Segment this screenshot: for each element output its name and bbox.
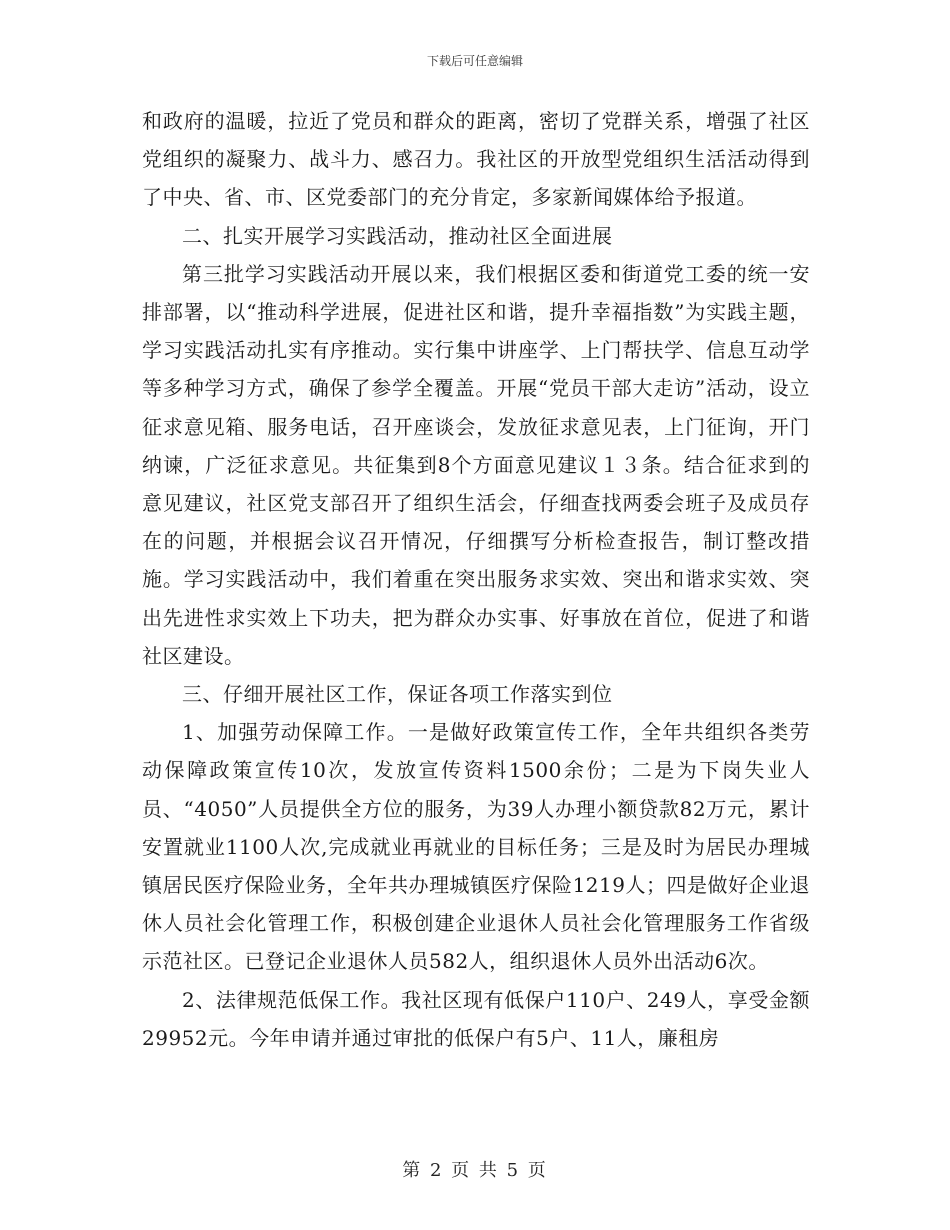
section-heading-2: 二、扎实开展学习实践活动，推动社区全面进展 [182, 223, 613, 248]
page-header: 下载后可任意编辑 [426, 54, 523, 68]
paragraph-low-income: 2、法律规范低保工作。我社区现有低保户110户、249人，享受金额29952元。今年申请并通过审批的低保户有5户、11人，廉租房 [142, 987, 810, 1050]
paragraph-labor-security: 1、加强劳动保障工作。一是做好政策宣传工作，全年共组织各类劳动保障政策宣传10次，发放宣传资料1500余份；二是为下岗失业人员、“4050”人员提供全方位的服务，为39人办理小额贷款82万元，累计安置就业1100人次,完成就业再就业的目标任务；三是及时为居民办理城镇居民医疗保险业务，全年共办理城镇医疗保险1219人；四是做好企业退休人员社会化管理工作，积极创建企业退休人员社会化管理服务工作省级示范社区。已登记企业退休人员582人，组织退休人员外出活动6次。 [142, 720, 810, 974]
page-footer: 第 2 页 共 5 页 [402, 1160, 548, 1181]
paragraph-2: 第三批学习实践活动开展以来，我们根据区委和街道党工委的统一安排部署，以“推动科学进展，促进社区和谐，提升幸福指数”为实践主题，学习实践活动扎实有序推动。实行集中讲座学、上门帮扶学、信息互动学等多种学习方式，确保了参学全覆盖。开展“党员干部大走访”活动，设立征求意见箱、服务电话，召开座谈会，发放征求意见表，上门征询，开门纳谏，广泛征求意见。共征集到8个方面意见建议１３条。结合征求到的意见建议，社区党支部召开了组织生活会，仔细查找两委会班子及成员存在的问题，并根据会议召开情况，仔细撰写分析检查报告，制订整改措施。学习实践活动中，我们着重在突出服务求实效、突出和谐求实效、突出先进性求实效上下功夫，把为群众办实事、好事放在首位，促进了和谐社区建设。 [142, 261, 810, 668]
document-body [142, 102, 810, 1057]
paragraph-1: 和政府的温暖，拉近了党员和群众的距离，密切了党群关系，增强了社区党组织的凝聚力、战斗力、感召力。我社区的开放型党组织生活活动得到了中央、省、市、区党委部门的充分肯定，多家新闻媒体给予报道。 [142, 109, 810, 210]
section-heading-3: 三、仔细开展社区工作，保证各项工作落实到位 [182, 682, 613, 707]
